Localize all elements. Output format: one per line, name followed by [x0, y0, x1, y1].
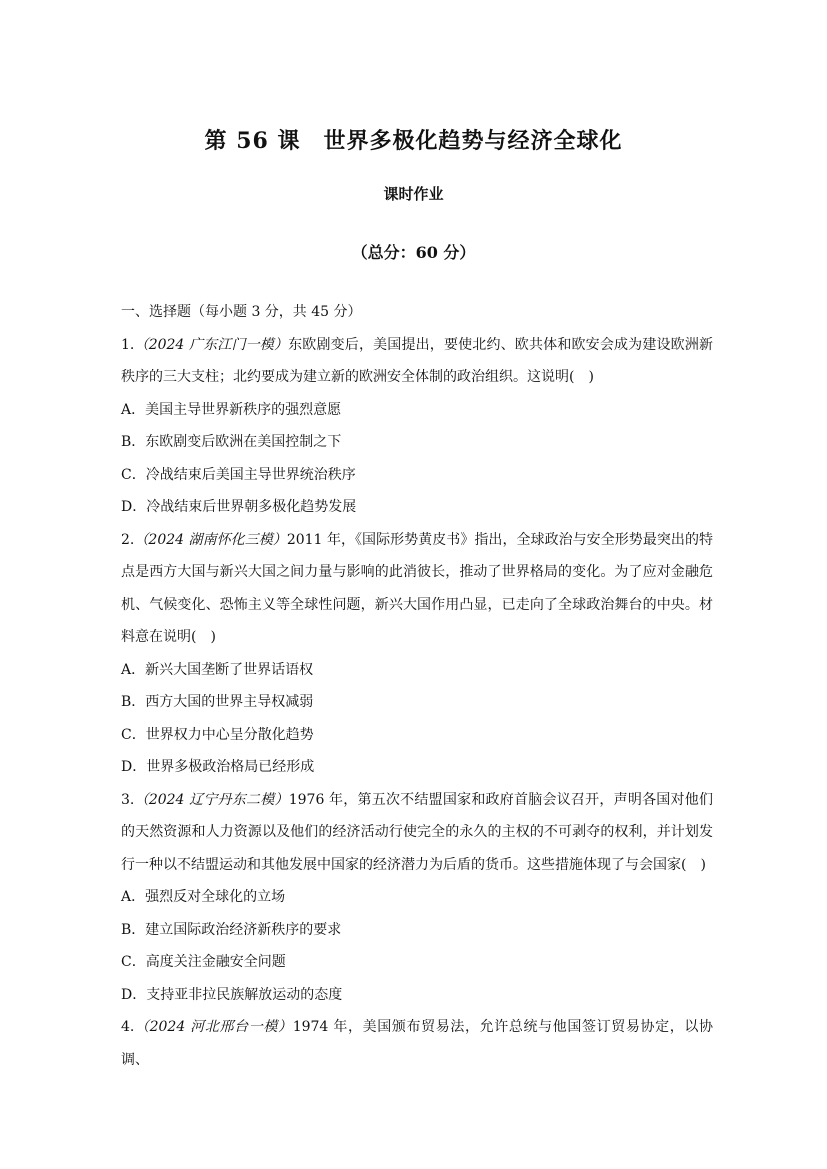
option-b: B．东欧剧变后欧洲在美国控制之下: [121, 434, 342, 450]
question-number: 1.: [121, 336, 135, 353]
question-2: [121, 524, 713, 654]
option-c: C．冷战结束后美国主导世界统治秩序: [121, 466, 356, 483]
page-subtitle: 课时作业: [383, 185, 444, 203]
question-stem: 2011 年，《国际形势黄皮书》指出，全球政治与安全形势最突出的特点是西方大国与新兴大国之间力量与影响的此消彼长，推动了世界格局的变化。为了应对金融危机、气候变化、恐怖主义等全球性问题，新兴大国作用凸显，已走向了全球政治舞台的中央。材料意在说明( ): [121, 531, 713, 645]
option-c: C．高度关注金融安全问题: [121, 954, 286, 970]
section-heading: 一、选择题（每小题 3 分，共 45 分）: [121, 304, 362, 320]
page-title: 第 56 课 世界多极化趋势与经济全球化: [204, 128, 623, 154]
question-stem: 1976 年，第五次不结盟国家和政府首脑会议召开，声明各国对他们的天然资源和人力资源以及他们的经济活动行使完全的永久的主权的不可剥夺的权利，并计划发行一种以不结盟运动和其他发展中国家的经济潜力为后盾的货币。这些措施体现了与会国家( ): [121, 791, 713, 873]
option-d: D．冷战结束后世界朝多极化趋势发展: [121, 499, 357, 515]
question-number: 4.: [121, 1019, 135, 1035]
question-1: [121, 329, 713, 394]
option-a: A．新兴大国垄断了世界话语权: [121, 661, 314, 678]
question-content: [121, 296, 713, 1076]
option-b: B．西方大国的世界主导权减弱: [121, 694, 314, 710]
question-stem: 东欧剧变后，美国提出，要使北约、欧共体和欧安会成为建设欧洲新秩序的三大支柱；北约要成为建立新的欧洲安全体制的政治组织。这说明( ): [121, 336, 713, 385]
question-number: 3.: [121, 791, 135, 808]
question-source: （2024 河北邢台一模）: [134, 1019, 293, 1035]
question-stem: 1974 年，美国颁布贸易法，允许总统与他国签订贸易协定，以协调、: [121, 1019, 713, 1068]
question-source: （2024 广东江门一模）: [134, 336, 289, 353]
option-b: B．建立国际政治经济新秩序的要求: [121, 921, 342, 938]
option-a: A．强烈反对全球化的立场: [121, 889, 286, 905]
question-source: （2024 辽宁丹东二模）: [134, 791, 289, 808]
option-c: C．世界权力中心呈分散化趋势: [121, 726, 314, 743]
question-4: [121, 1011, 713, 1076]
question-source: （2024 湖南怀化三模）: [134, 531, 287, 548]
question-3: [121, 784, 713, 882]
total-score: （总分：60 分）: [351, 243, 476, 262]
option-d: D．支持亚非拉民族解放运动的态度: [121, 986, 343, 1003]
option-d: D．世界多极政治格局已经形成: [121, 759, 315, 775]
option-a: A．美国主导世界新秩序的强烈意愿: [121, 401, 342, 418]
question-number: 2.: [121, 531, 135, 548]
